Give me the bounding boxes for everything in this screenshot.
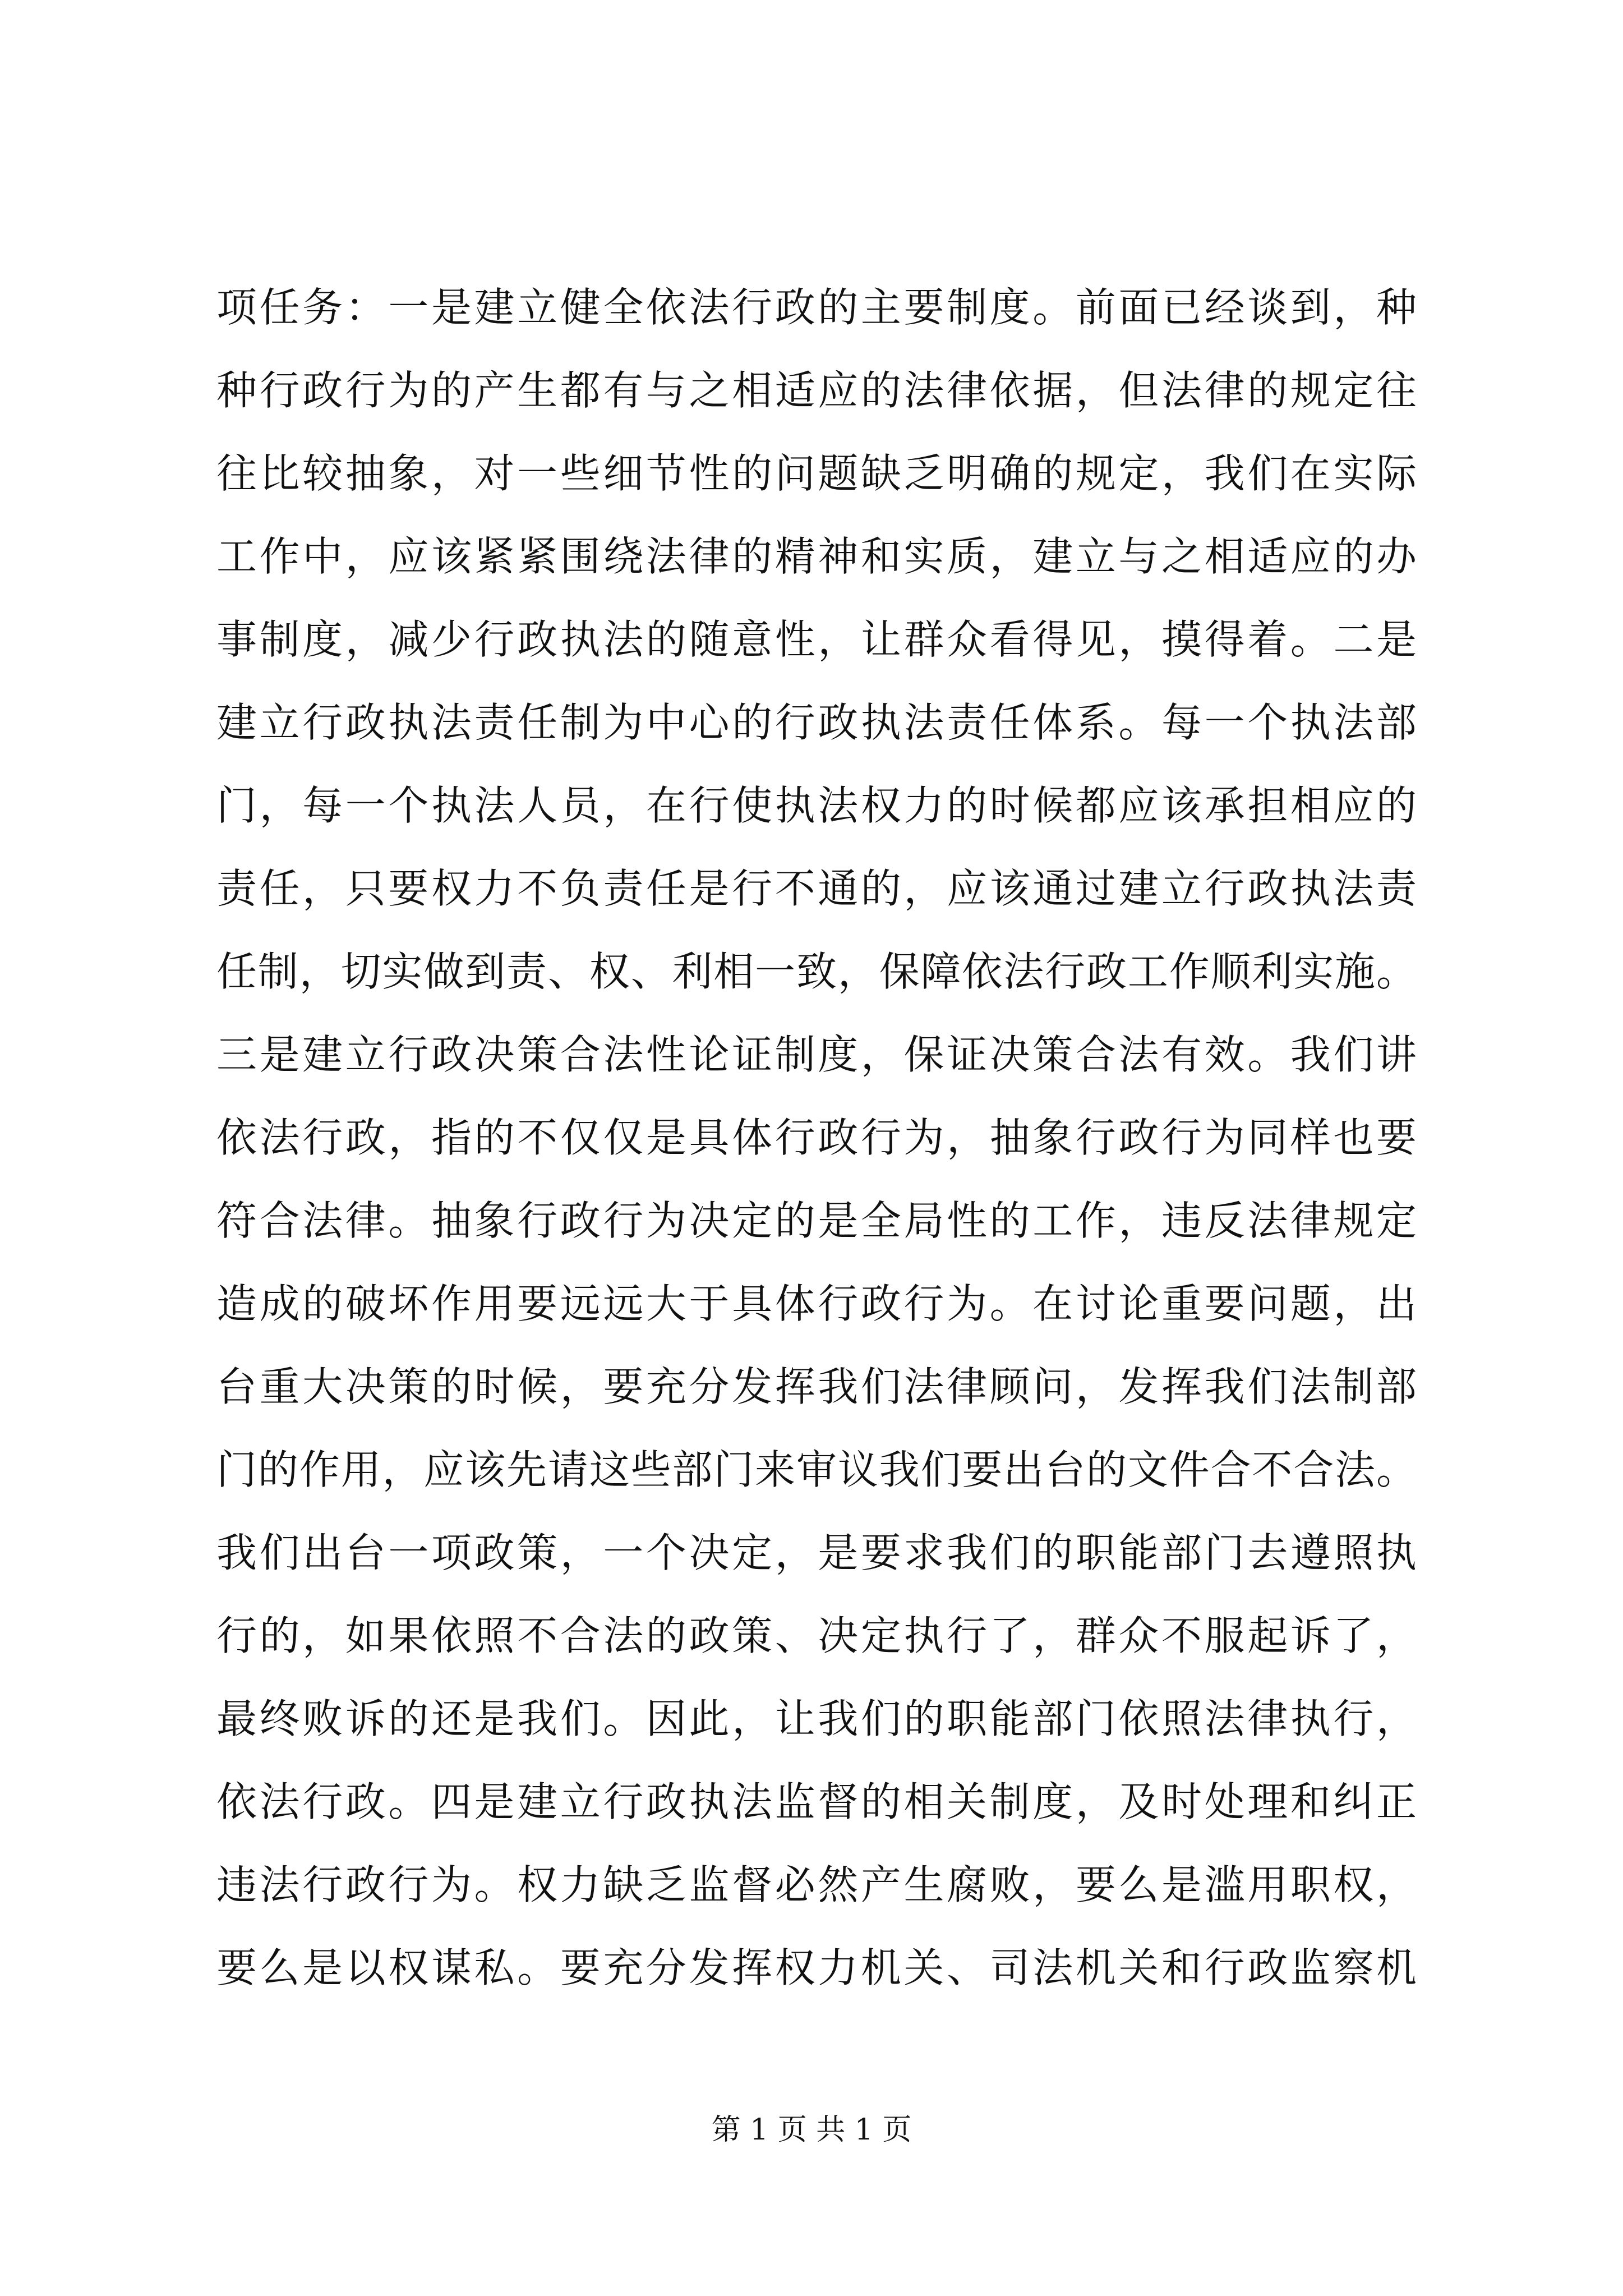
text-line: 项任务：一是建立健全依法行政的主要制度。前面已经谈到，种 [216, 284, 1417, 331]
text-line: 三是建立行政决策合法性论证制度，保证决策合法有效。我们讲 [216, 1031, 1417, 1078]
text-line: 种行政行为的产生都有与之相适应的法律依据，但法律的规定往 [216, 367, 1417, 414]
text-line: 违法行政行为。权力缺乏监督必然产生腐败，要么是滥用职权， [216, 1861, 1417, 1908]
text-line: 门，每一个执法人员，在行使执法权力的时候都应该承担相应的 [216, 782, 1417, 829]
page-footer [0, 2110, 1623, 2150]
text-line: 责任，只要权力不负责任是行不通的，应该通过建立行政执法责 [216, 865, 1417, 912]
text-line: 我们出台一项政策，一个决定，是要求我们的职能部门去遵照执 [216, 1529, 1417, 1576]
text-line: 工作中，应该紧紧围绕法律的精神和实质，建立与之相适应的办 [216, 533, 1417, 580]
text-line: 造成的破坏作用要远远大于具体行政行为。在讨论重要问题，出 [216, 1280, 1417, 1327]
text-line: 依法行政。四是建立行政执法监督的相关制度，及时处理和纠正 [216, 1778, 1417, 1825]
text-line: 往比较抽象，对一些细节性的问题缺乏明确的规定，我们在实际 [216, 450, 1417, 497]
document-body [216, 266, 1417, 2009]
text-line: 依法行政，指的不仅仅是具体行政行为，抽象行政行为同样也要 [216, 1114, 1417, 1161]
text-line: 最终败诉的还是我们。因此，让我们的职能部门依照法律执行， [216, 1695, 1417, 1742]
text-line: 门的作用，应该先请这些部门来审议我们要出台的文件合不合法。 [216, 1446, 1417, 1493]
text-line: 行的，如果依照不合法的政策、决定执行了，群众不服起诉了， [216, 1612, 1417, 1659]
text-line: 建立行政执法责任制为中心的行政执法责任体系。每一个执法部 [216, 699, 1417, 746]
text-line: 事制度，减少行政执法的随意性，让群众看得见，摸得着。二是 [216, 616, 1417, 663]
text-line: 要么是以权谋私。要充分发挥权力机关、司法机关和行政监察机 [216, 1944, 1417, 1991]
page-number-label: 第 1 页 共 1 页 [711, 2113, 912, 2147]
text-line: 任制，切实做到责、权、利相一致，保障依法行政工作顺利实施。 [216, 948, 1417, 995]
text-line: 台重大决策的时候，要充分发挥我们法律顾问，发挥我们法制部 [216, 1363, 1417, 1410]
text-line: 符合法律。抽象行政行为决定的是全局性的工作，违反法律规定 [216, 1197, 1417, 1244]
